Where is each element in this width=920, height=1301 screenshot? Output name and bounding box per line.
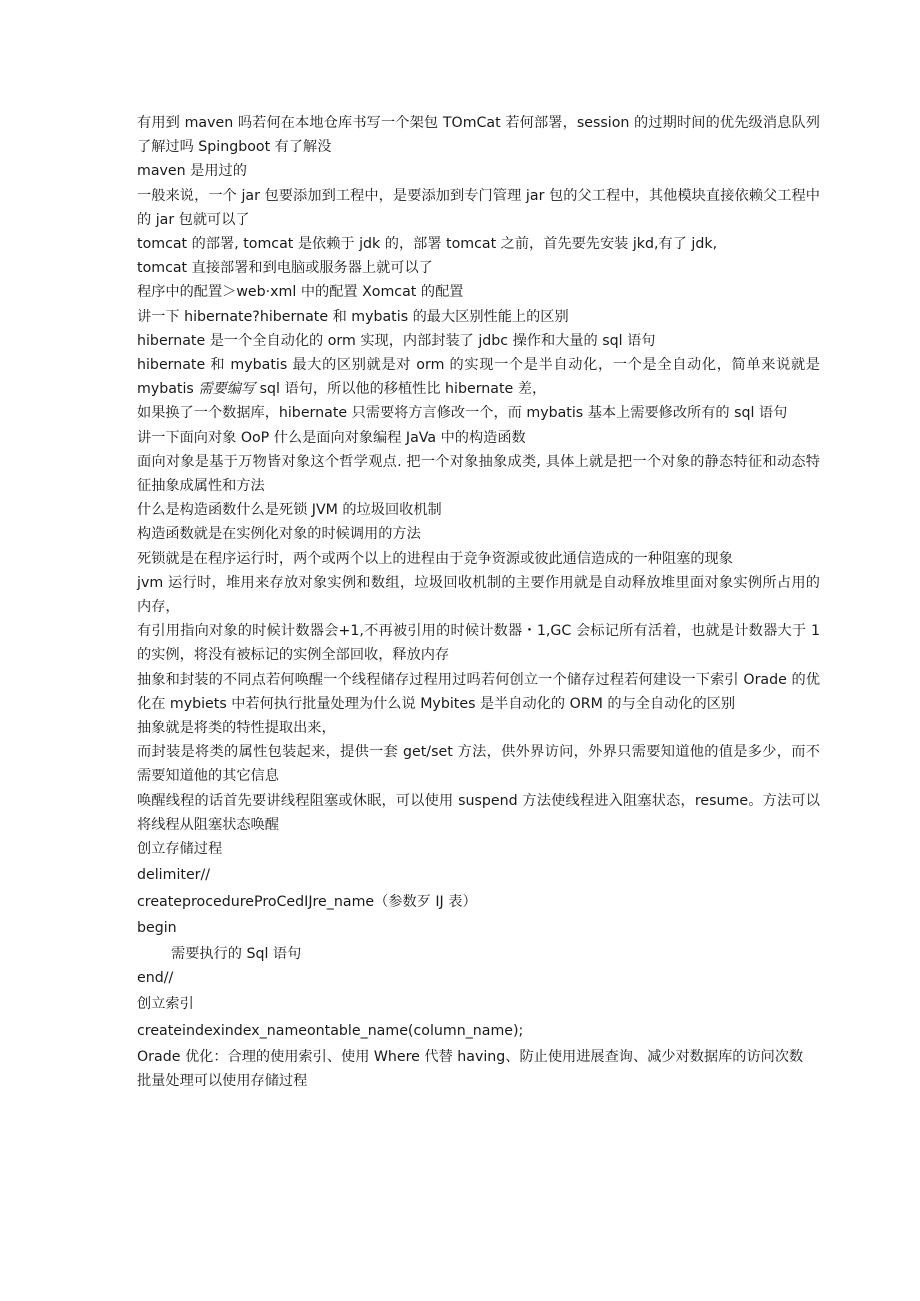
code-line: end// xyxy=(137,970,174,987)
code-line: delimiter// xyxy=(137,867,211,884)
paragraph: 什么是构造函数什么是死锁 JVM 的垃圾回收机制 xyxy=(137,502,442,519)
paragraph: tomcat 直接部署和到电脑或服务器上就可以了 xyxy=(137,260,433,277)
paragraph-text: sql 语句，所以他的移植性比 hibernate 差， xyxy=(255,381,547,398)
paragraph: 讲一下面向对象 OoP 什么是面向对象编程 JaVa 中的构造函数 xyxy=(137,429,526,446)
paragraph: maven 是用过的 xyxy=(137,163,247,180)
paragraph: 如果换了一个数据库，hibernate 只需要将方言修改一个，而 mybatis 基本上需要修改所有的 sql 语句 xyxy=(137,405,788,422)
paragraph: 批量处理可以使用存储过程 xyxy=(137,1072,308,1089)
paragraph: 抽象就是将类的特性提取出来， xyxy=(137,720,336,737)
paragraph: 面向对象是基于万物皆对象这个哲学观点. 把一个对象抽象成类, 具体上就是把一个对象的静态特征和动态特征抽象成属性和方法 xyxy=(137,453,820,495)
paragraph-mybatis xyxy=(137,353,820,401)
italic-text: 需要编写 xyxy=(198,381,256,398)
code-block xyxy=(137,863,820,990)
paragraph: 抽象和封装的不同点若何唤醒一个线程储存过程用过吗若何创立一个储存过程若何建设一下索引 Orade 的优化在 mybiets 中若何执行批量处理为什么说 Mybites 是半自动化的 ORM 的与全自动化的区别 xyxy=(137,671,820,712)
paragraph: 构造函数就是在实例化对象的时候调用的方法 xyxy=(137,526,421,543)
paragraph: 创立存储过程 xyxy=(137,841,223,858)
paragraph: 有用到 maven 吗若何在本地仓库书写一个架包 TOmCat 若何部署，session 的过期时间的优先级消息队列了解过吗 Spingboot 有了解没 xyxy=(137,115,820,156)
paragraph: Orade 优化：合理的使用索引、使用 Where 代替 having、防止使用进展查询、减少对数据库的访问次数 xyxy=(137,1048,804,1065)
paragraph: 而封装是将类的属性包装起来，提供一套 get/set 方法，供外界访问，外界只需要知道他的值是多少，而不需要知道他的其它信息 xyxy=(137,744,820,785)
code-line: 需要执行的 Sql 语句 xyxy=(171,945,302,962)
paragraph: tomcat 的部署, tomcat 是依赖于 jdk 的，部署 tomcat 之前，首先要先安装 jkd,有了 jdk, xyxy=(137,236,718,253)
paragraph: 死锁就是在程序运行时，两个或两个以上的进程由于竞争资源或彼此通信造成的一种阻塞的现象 xyxy=(137,550,733,567)
paragraph: 有引用指向对象的时候计数器会+1,不再被引用的时候计数器・1,GC 会标记所有活着，也就是计数器大于 1 的实例，将没有被标记的实例全部回收，释放内存 xyxy=(137,623,820,664)
paragraph: 创立索引 xyxy=(137,996,194,1013)
paragraph: createindexindex_nameontable_name(column_name); xyxy=(137,1022,524,1039)
code-line: begin xyxy=(137,919,177,936)
paragraph-text: hibernate 和 mybatis 最大的区别就是对 orm 的实现一个是半自动化，一个是全自动化，简单来说就是 mybatis xyxy=(137,357,820,398)
paragraph: 讲一下 hibernate?hibernate 和 mybatis 的最大区别性能上的区别 xyxy=(137,308,569,325)
paragraph: 唤醒线程的话首先要讲线程阻塞或休眠，可以使用 suspend 方法使线程进入阻塞状态，resume。方法可以将线程从阻塞状态唤醒 xyxy=(137,792,820,833)
code-line: createprocedureProCedIJre_name（参数歹 IJ 表） xyxy=(137,893,477,910)
paragraph: jvm 运行时，堆用来存放对象实例和数组，垃圾回收机制的主要作用就是自动释放堆里面对象实例所占用的内存， xyxy=(137,574,820,616)
paragraph: hibernate 是一个全自动化的 orm 实现，内部封装了 jdbc 操作和大量的 sql 语句 xyxy=(137,332,656,349)
paragraph: 一般来说，一个 jar 包要添加到工程中，是要添加到专门管理 jar 包的父工程中，其他模块直接依赖父工程中的 jar 包就可以了 xyxy=(137,187,820,228)
paragraph: 程序中的配置＞web·xml 中的配置 Xomcat 的配置 xyxy=(137,284,464,301)
